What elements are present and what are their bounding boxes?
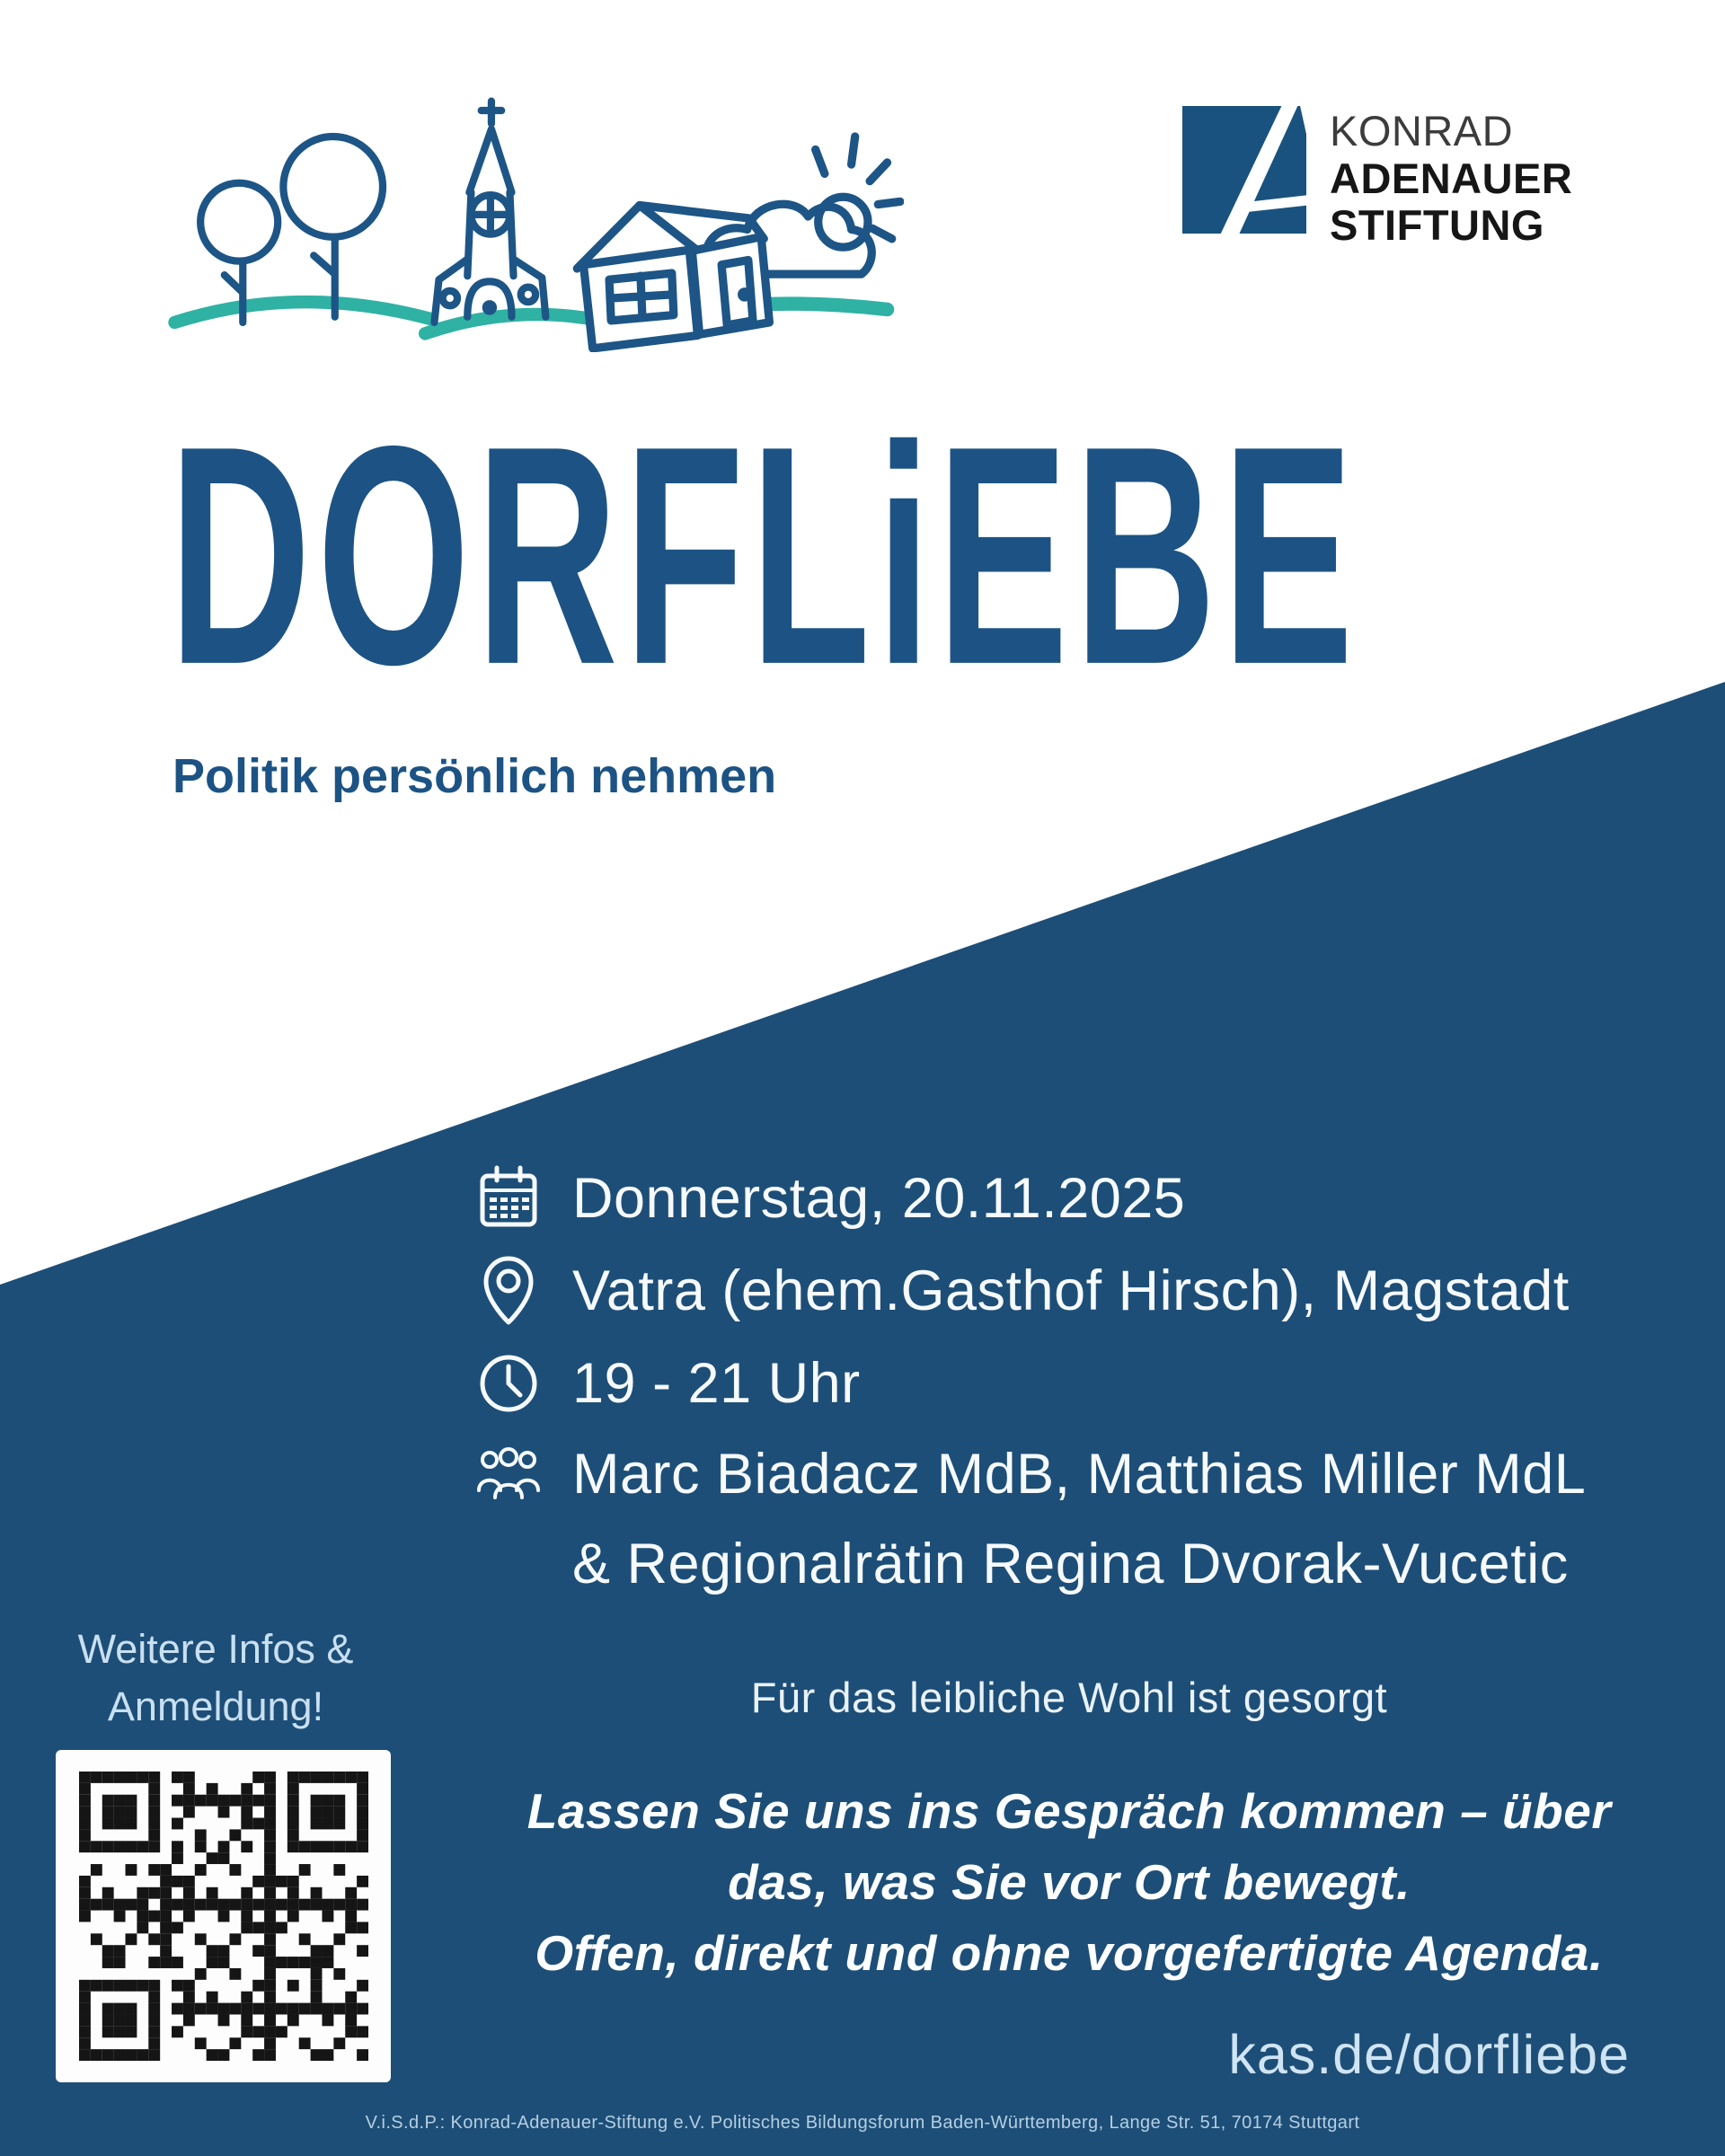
- info-box: [27, 1621, 404, 1736]
- detail-row-date: [472, 1152, 1586, 1244]
- kas-logo-text: [1330, 106, 1572, 250]
- kas-logo-mark-icon: [1182, 106, 1306, 234]
- kas-logo-line1: KONRAD: [1330, 107, 1514, 155]
- kas-logo: [1182, 106, 1572, 250]
- imprint: V.i.S.d.P.: Konrad-Adenauer-Stiftung e.V. Politisches Bildungsforum Baden-Württemberg, Lange Str. 51, 70174 Stuttgart: [365, 2113, 1360, 2133]
- event-speakers: [572, 1429, 1586, 1609]
- people-icon: [472, 1447, 545, 1503]
- page-title: DORFLiEBE: [169, 383, 1360, 730]
- calendar-icon: [472, 1164, 545, 1233]
- clock-icon: [472, 1353, 545, 1414]
- pitch-text: [422, 1776, 1716, 1989]
- qr-code[interactable]: [56, 1750, 391, 2082]
- church-icon: [434, 102, 545, 323]
- kas-logo-line2: ADENAUER: [1330, 154, 1573, 202]
- page-subtitle: Politik persönlich nehmen: [172, 749, 777, 803]
- right-column: [422, 1673, 1716, 1989]
- qr-code-pattern: [79, 1772, 368, 2061]
- info-line2: Anmeldung!: [107, 1683, 324, 1729]
- kas-url[interactable]: kas.de/dorfliebe: [1228, 2024, 1630, 2085]
- event-date: Donnerstag, 20.11.2025: [572, 1166, 1186, 1230]
- event-details: [472, 1152, 1586, 1609]
- speakers-line2: & Regionalrätin Regina Dvorak-Vucetic: [572, 1533, 1569, 1595]
- catering-note: Für das leibliche Wohl ist gesorgt: [750, 1674, 1388, 1721]
- event-location: Vatra (ehem.Gasthof Hirsch), Magstadt: [572, 1259, 1570, 1322]
- info-line1: Weitere Infos &: [77, 1626, 354, 1672]
- kas-logo-line3: STIFTUNG: [1330, 201, 1544, 250]
- speakers-line1: Marc Biadacz MdB, Matthias Miller MdL: [572, 1443, 1587, 1506]
- hill-stroke: [174, 302, 429, 323]
- detail-row-speakers: [472, 1429, 1586, 1609]
- location-pin-icon: [472, 1254, 545, 1328]
- pitch-line3: Offen, direkt und ohne vorgefertigte Agenda.: [535, 1925, 1604, 1981]
- detail-row-location: [472, 1244, 1586, 1337]
- village-illustration: [158, 83, 904, 352]
- pitch-line1: Lassen Sie uns ins Gespräch kommen – über: [526, 1783, 1612, 1839]
- trees-icon: [200, 137, 383, 323]
- detail-row-time: [472, 1337, 1586, 1429]
- pitch-line2: das, was Sie vor Ort bewegt.: [728, 1854, 1411, 1910]
- event-time: 19 - 21 Uhr: [572, 1351, 861, 1415]
